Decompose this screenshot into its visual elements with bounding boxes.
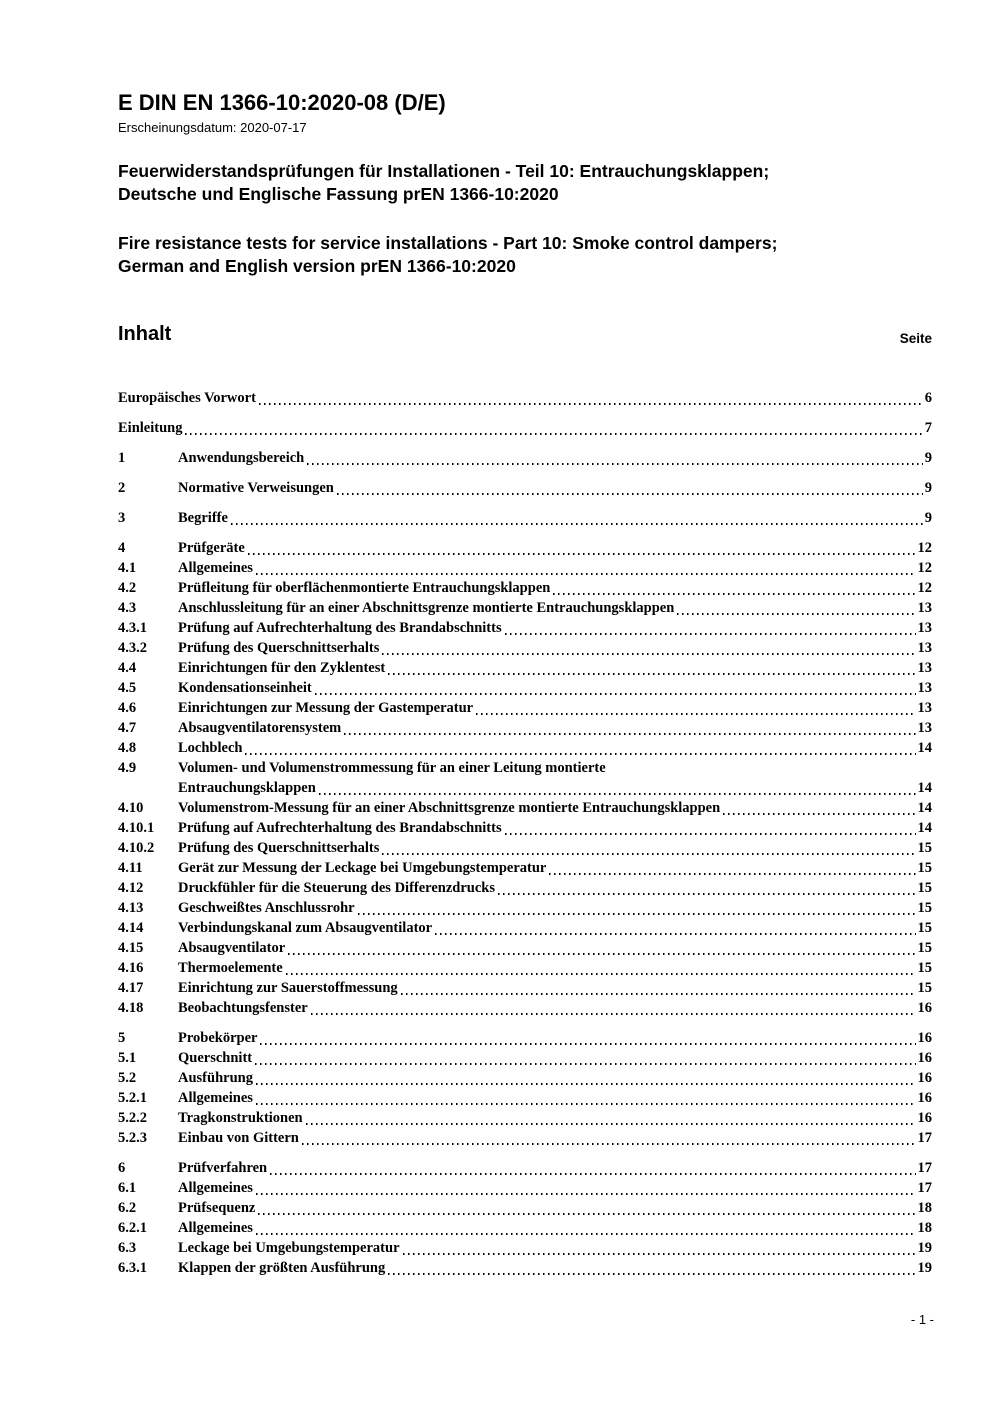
toc-entry-label: Lochblech	[178, 740, 243, 757]
toc-entry-number: 4.17	[118, 980, 144, 997]
toc-entry	[118, 1158, 932, 1178]
toc-entry-body	[178, 718, 932, 738]
toc-entry-label: Prüfleitung für oberflächenmontierte Entrauchungsklappen	[178, 580, 551, 597]
dot-leader	[553, 593, 915, 595]
dot-leader	[319, 793, 916, 795]
publication-date: Erscheinungsdatum: 2020-07-17	[118, 120, 307, 136]
toc-entry-label: Einrichtungen zur Messung der Gastemperatur	[178, 700, 474, 717]
toc-entry-label: Europäisches Vorwort	[118, 390, 256, 407]
toc-entry-page: 13	[917, 620, 932, 637]
dot-leader	[677, 613, 915, 615]
toc-entry	[118, 718, 932, 738]
toc-entry-number: 5	[118, 1030, 126, 1047]
toc-entry-body	[178, 508, 932, 528]
toc-entry	[118, 1238, 932, 1258]
toc-entry-number: 4.3.2	[118, 640, 147, 657]
toc-entry-body	[178, 998, 932, 1018]
toc-entry-number: 4.10.2	[118, 840, 155, 857]
title-english	[118, 232, 932, 278]
toc-entry-body	[178, 538, 932, 558]
toc-entry-page: 16	[917, 1090, 932, 1107]
toc-entry-number: 4	[118, 540, 126, 557]
toc-entry-body	[178, 738, 932, 758]
toc-entry-page: 16	[917, 1070, 932, 1087]
toc-entry-label: Absaugventilatorensystem	[178, 720, 342, 737]
title-english-line2: German and English version prEN 1366-10:2020	[118, 255, 516, 276]
toc-entry-number: 4.14	[118, 920, 144, 937]
toc-entry-page: 14	[917, 780, 932, 797]
toc-entry-page: 18	[917, 1220, 932, 1237]
toc-entry-label: Einrichtungen für den Zyklentest	[178, 660, 386, 677]
dot-leader	[245, 753, 915, 755]
toc-entry-number: 6.3.1	[118, 1260, 147, 1277]
toc-entry-page: 15	[917, 900, 932, 917]
dot-leader	[270, 1173, 915, 1175]
toc-entry-page: 17	[917, 1130, 932, 1147]
dot-leader	[231, 523, 923, 525]
toc-entry-label: Prüfgeräte	[178, 540, 245, 557]
toc-entry-label: Prüfung auf Aufrechterhaltung des Brandabschnitts	[178, 620, 502, 637]
toc-entry-number: 6.1	[118, 1180, 137, 1197]
toc-entry-number: 4.3	[118, 600, 137, 617]
toc-entry-label: Gerät zur Messung der Leckage bei Umgebungstemperatur	[178, 860, 547, 877]
dot-leader	[256, 1233, 916, 1235]
toc-entry-number: 6.2.1	[118, 1220, 147, 1237]
toc-entry-page: 13	[917, 680, 932, 697]
toc-entry-page: 14	[917, 740, 932, 757]
toc-entry	[118, 558, 932, 578]
toc-entry-body	[118, 388, 932, 408]
toc-entry-number: 5.2.2	[118, 1110, 147, 1127]
dot-leader	[382, 853, 915, 855]
toc-entry-page: 16	[917, 1110, 932, 1127]
dot-leader	[311, 1013, 916, 1015]
toc-entry-page: 15	[917, 840, 932, 857]
toc-entry-body	[178, 858, 932, 878]
dot-leader	[256, 1103, 916, 1105]
toc-entry-label: Allgemeines	[178, 1180, 253, 1197]
toc-entry-number: 4.8	[118, 740, 137, 757]
dot-leader	[302, 1143, 916, 1145]
toc-entry-number: 4.18	[118, 1000, 144, 1017]
toc-entry	[118, 818, 932, 838]
toc-entry	[118, 618, 932, 638]
toc-entry-page: 6	[924, 390, 932, 407]
toc-entry-body	[178, 638, 932, 658]
title-german	[118, 160, 932, 206]
toc-entry-number: 4.5	[118, 680, 137, 697]
dot-leader	[435, 933, 915, 935]
toc-entry-body	[178, 798, 932, 818]
toc-entry-label: Allgemeines	[178, 1090, 253, 1107]
toc-entry-body	[178, 618, 932, 638]
toc-entry-label: Ausführung	[178, 1070, 253, 1087]
toc-entry-page: 15	[917, 860, 932, 877]
toc-entry-page: 18	[917, 1200, 932, 1217]
toc-entry	[118, 798, 932, 818]
toc-entry-label: Geschweißtes Anschlussrohr	[178, 900, 355, 917]
toc-entry	[118, 1128, 932, 1148]
dot-leader	[505, 833, 916, 835]
dot-leader	[358, 913, 916, 915]
toc-entry-page: 15	[917, 940, 932, 957]
toc-entry-label: Beobachtungsfenster	[178, 1000, 308, 1017]
toc-entry-number: 4.3.1	[118, 620, 147, 637]
toc-entry-body	[178, 958, 932, 978]
toc-entry-number: 4.10	[118, 800, 144, 817]
toc-entry-page: 12	[917, 540, 932, 557]
toc-entry-label: Prüfung auf Aufrechterhaltung des Brandabschnitts	[178, 820, 502, 837]
title-english-line1: Fire resistance tests for service installations - Part 10: Smoke control dampers;	[118, 232, 778, 253]
toc-entry	[118, 918, 932, 938]
toc-entry	[118, 448, 932, 468]
toc-entry-number: 1	[118, 450, 126, 467]
toc-entry-label: Leckage bei Umgebungstemperatur	[178, 1240, 400, 1257]
toc-entry-number: 4.7	[118, 720, 137, 737]
toc-entry-label: Prüfsequenz	[178, 1200, 256, 1217]
document-number: E DIN EN 1366-10:2020-08 (D/E)	[118, 90, 446, 115]
dot-leader	[337, 493, 923, 495]
toc-entry-page: 9	[924, 510, 932, 527]
dot-leader	[288, 953, 915, 955]
toc-entry	[118, 738, 932, 758]
toc-entry-label: Entrauchungsklappen	[178, 780, 316, 797]
toc-entry-body	[178, 558, 932, 578]
toc-entry-label: Prüfverfahren	[178, 1160, 268, 1177]
toc-entry-number: 5.2.3	[118, 1130, 147, 1147]
toc-entry-body	[178, 1258, 932, 1278]
toc-entry-label: Volumenstrom-Messung für an einer Abschnittsgrenze montierte Entrauchungsklappen	[178, 800, 721, 817]
toc-entry-label: Anschlussleitung für an einer Abschnittsgrenze montierte Entrauchungsklappen	[178, 600, 675, 617]
toc-entry-body	[178, 658, 932, 678]
toc-entry	[118, 638, 932, 658]
toc-entry-label: Thermoelemente	[178, 960, 283, 977]
toc-entry-page: 15	[917, 960, 932, 977]
toc-entry-label: Probekörper	[178, 1030, 258, 1047]
toc-entry	[118, 1178, 932, 1198]
toc-entry-body	[178, 1218, 932, 1238]
toc-entry-page: 13	[917, 720, 932, 737]
toc-entry-number: 4.4	[118, 660, 137, 677]
toc-entry-body	[178, 478, 932, 498]
toc-header	[118, 323, 932, 346]
toc-entry-number: 6	[118, 1160, 126, 1177]
toc-entry-label: Einleitung	[118, 420, 183, 437]
toc-entry-label: Allgemeines	[178, 560, 253, 577]
dot-leader	[255, 1063, 915, 1065]
toc-entry-number: 5.2.1	[118, 1090, 147, 1107]
toc-entry-label: Anwendungsbereich	[178, 450, 305, 467]
toc-entry-body	[178, 678, 932, 698]
dot-leader	[476, 713, 915, 715]
toc-entry-body	[178, 978, 932, 998]
toc-entry-page: 13	[917, 600, 932, 617]
toc-entry	[118, 538, 932, 558]
toc-entry-page: 17	[917, 1160, 932, 1177]
dot-leader	[505, 633, 916, 635]
toc-page-column-label: Seite	[899, 331, 932, 347]
toc-entry-body	[178, 1158, 932, 1178]
toc-entry-label: Prüfung des Querschnittserhalts	[178, 840, 380, 857]
toc-entry-label: Einrichtung zur Sauerstoffmessung	[178, 980, 398, 997]
toc-entry-page: 16	[917, 1000, 932, 1017]
toc-entry	[118, 838, 932, 858]
toc-entry-body	[178, 448, 932, 468]
toc-entry	[118, 678, 932, 698]
dot-leader	[403, 1253, 916, 1255]
toc-entry	[118, 1028, 932, 1048]
dot-leader	[401, 993, 916, 995]
dot-leader	[256, 573, 916, 575]
toc-entry-body	[178, 878, 932, 898]
toc-entry-label: Volumen- und Volumenstrommessung für an einer Leitung montierte	[178, 760, 606, 777]
toc-entry-label: Druckfühler für die Steuerung des Differenzdrucks	[178, 880, 495, 897]
dot-leader	[286, 973, 916, 975]
dot-leader	[315, 693, 916, 695]
dot-leader	[388, 673, 915, 675]
toc-entry	[118, 1198, 932, 1218]
toc-entry-body	[178, 838, 932, 858]
toc-entry-body	[178, 758, 932, 798]
toc-entry-number: 4.10.1	[118, 820, 155, 837]
toc-entry	[118, 1218, 932, 1238]
toc-entry-page: 13	[917, 660, 932, 677]
dot-leader	[258, 1213, 915, 1215]
toc-entry-number: 3	[118, 510, 126, 527]
dot-leader	[256, 1193, 916, 1195]
page-number-footer: - 1 -	[910, 1312, 934, 1327]
toc-entry-page: 9	[924, 450, 932, 467]
toc-entry-page: 13	[917, 640, 932, 657]
toc-entry-body	[178, 1048, 932, 1068]
toc-entry	[118, 978, 932, 998]
toc-entry-number: 4.2	[118, 580, 137, 597]
toc-entry-label: Klappen der größten Ausführung	[178, 1260, 386, 1277]
toc-entry-page: 12	[917, 560, 932, 577]
toc-entry-label: Tragkonstruktionen	[178, 1110, 303, 1127]
toc-entry-number: 4.12	[118, 880, 144, 897]
toc-entry-body	[178, 898, 932, 918]
toc-entry	[118, 658, 932, 678]
toc-entry	[118, 1068, 932, 1088]
toc-entry-label: Verbindungskanal zum Absaugventilator	[178, 920, 433, 937]
toc-entry-page: 14	[917, 800, 932, 817]
toc-entry	[118, 758, 932, 798]
toc-entry-label: Normative Verweisungen	[178, 480, 334, 497]
toc-entry-body	[178, 1028, 932, 1048]
toc-entry-body	[178, 1198, 932, 1218]
toc-entry	[118, 508, 932, 528]
dot-leader	[248, 553, 916, 555]
toc-entry	[118, 1258, 932, 1278]
toc-entry-page: 19	[917, 1240, 932, 1257]
toc-entry	[118, 1048, 932, 1068]
toc-entry-number: 4.15	[118, 940, 144, 957]
toc-entry-number: 4.16	[118, 960, 144, 977]
toc-entry-body	[178, 1178, 932, 1198]
toc-entry-page: 14	[917, 820, 932, 837]
toc-entry-page: 7	[924, 420, 932, 437]
toc-entry	[118, 388, 932, 408]
toc-entry-number: 5.2	[118, 1070, 137, 1087]
toc-entry-label: Einbau von Gittern	[178, 1130, 299, 1147]
toc-entry-label: Begriffe	[178, 510, 228, 527]
toc-entry-number: 4.6	[118, 700, 137, 717]
toc-entry	[118, 1108, 932, 1128]
toc-entry-page: 17	[917, 1180, 932, 1197]
toc-entry-body	[178, 818, 932, 838]
toc-entry-page: 15	[917, 980, 932, 997]
toc-entry	[118, 898, 932, 918]
toc-entry-body	[178, 1128, 932, 1148]
toc-entry	[118, 598, 932, 618]
dot-leader	[498, 893, 916, 895]
dot-leader	[307, 463, 923, 465]
dot-leader	[185, 433, 922, 435]
toc-entry-label: Querschnitt	[178, 1050, 253, 1067]
dot-leader	[723, 813, 915, 815]
toc-entry-page: 13	[917, 700, 932, 717]
toc-entry-page: 15	[917, 880, 932, 897]
title-german-line1: Feuerwiderstandsprüfungen für Installationen - Teil 10: Entrauchungsklappen;	[118, 161, 770, 182]
toc-entry-body	[178, 1088, 932, 1108]
dot-leader	[388, 1273, 915, 1275]
dot-leader	[382, 653, 915, 655]
dot-leader	[260, 1043, 915, 1045]
toc-entry-page: 16	[917, 1030, 932, 1047]
toc-entry	[118, 698, 932, 718]
dot-leader	[306, 1123, 916, 1125]
toc-entry-number: 4.13	[118, 900, 144, 917]
toc-entry-label: Absaugventilator	[178, 940, 286, 957]
toc-entry	[118, 1088, 932, 1108]
toc-entry-label: Kondensationseinheit	[178, 680, 312, 697]
toc-entry-number: 6.3	[118, 1240, 137, 1257]
toc-list	[118, 388, 932, 1278]
toc-entry-body	[178, 1238, 932, 1258]
toc-entry-label: Allgemeines	[178, 1220, 253, 1237]
toc-entry-page: 9	[924, 480, 932, 497]
toc-heading: Inhalt	[118, 323, 172, 346]
toc-entry-number: 4.1	[118, 560, 137, 577]
toc-entry	[118, 418, 932, 438]
toc-entry-body	[178, 698, 932, 718]
dot-leader	[259, 403, 923, 405]
toc-entry-number: 4.9	[118, 760, 137, 777]
dot-leader	[344, 733, 915, 735]
toc-entry-body	[178, 1108, 932, 1128]
toc-entry-body	[118, 418, 932, 438]
toc-entry-body	[178, 598, 932, 618]
toc-entry-number: 4.11	[118, 860, 143, 877]
toc-entry-page: 16	[917, 1050, 932, 1067]
dot-leader	[256, 1083, 916, 1085]
toc-entry-number: 5.1	[118, 1050, 137, 1067]
toc-entry	[118, 858, 932, 878]
toc-entry	[118, 878, 932, 898]
toc-entry-body	[178, 918, 932, 938]
toc-entry-number: 2	[118, 480, 126, 497]
toc-entry-page: 12	[917, 580, 932, 597]
toc-entry-number: 6.2	[118, 1200, 137, 1217]
title-german-line2: Deutsche und Englische Fassung prEN 1366-10:2020	[118, 184, 559, 205]
toc-entry	[118, 578, 932, 598]
toc-entry-body	[178, 938, 932, 958]
toc-entry-body	[178, 578, 932, 598]
toc-entry	[118, 998, 932, 1018]
toc-entry-label: Prüfung des Querschnittserhalts	[178, 640, 380, 657]
toc-entry	[118, 958, 932, 978]
toc-entry-page: 15	[917, 920, 932, 937]
toc-entry	[118, 478, 932, 498]
toc-entry	[118, 938, 932, 958]
toc-entry-page: 19	[917, 1260, 932, 1277]
dot-leader	[549, 873, 915, 875]
toc-entry-body	[178, 1068, 932, 1088]
